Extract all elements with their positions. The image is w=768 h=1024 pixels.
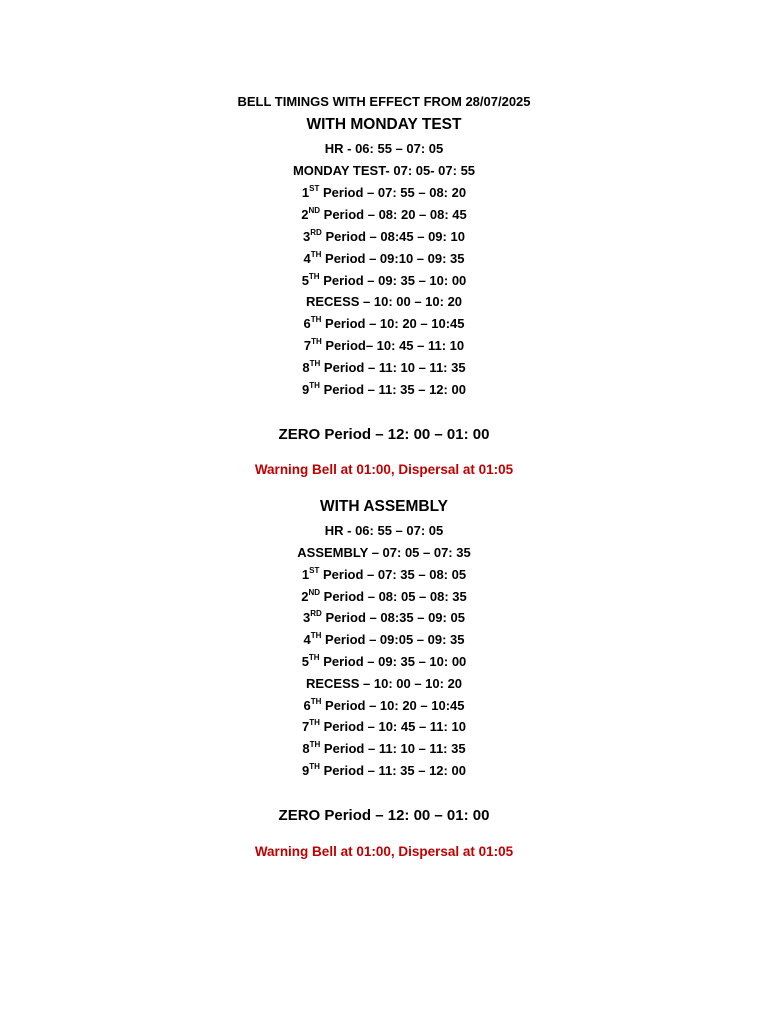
schedule-row: MONDAY TEST- 07: 05- 07: 55	[292, 163, 476, 178]
schedule-row: 4TH Period – 09:05 – 09: 35	[303, 631, 465, 647]
schedule-row: 8TH Period – 11: 10 – 11: 35	[302, 740, 466, 756]
schedule-row: 3RD Period – 08:35 – 09: 05	[303, 609, 465, 625]
zero-period: ZERO Period – 12: 00 – 01: 00	[278, 426, 490, 443]
warning-note: Warning Bell at 01:00, Dispersal at 01:05	[254, 844, 514, 859]
document-title: BELL TIMINGS WITH EFFECT FROM 28/07/2025	[237, 94, 531, 109]
schedule-row: 1ST Period – 07: 55 – 08: 20	[301, 184, 467, 200]
schedule-row: HR - 06: 55 – 07: 05	[324, 523, 444, 538]
schedule-row: 6TH Period – 10: 20 – 10:45	[303, 315, 465, 331]
schedule-row: 2ND Period – 08: 20 – 08: 45	[301, 206, 467, 222]
schedule-row: 9TH Period – 11: 35 – 12: 00	[302, 762, 466, 778]
schedule-row: 5TH Period – 09: 35 – 10: 00	[301, 653, 467, 669]
schedule-row: 9TH Period – 11: 35 – 12: 00	[302, 381, 466, 397]
warning-note: Warning Bell at 01:00, Dispersal at 01:05	[254, 462, 514, 477]
section-heading: WITH MONDAY TEST	[306, 116, 462, 133]
schedule-row: RECESS – 10: 00 – 10: 20	[305, 676, 463, 691]
schedule-row: 1ST Period – 07: 35 – 08: 05	[301, 566, 467, 582]
schedule-row: 7TH Period– 10: 45 – 11: 10	[303, 337, 465, 353]
schedule-row: 8TH Period – 11: 10 – 11: 35	[302, 359, 466, 375]
schedule-row: 6TH Period – 10: 20 – 10:45	[303, 697, 465, 713]
schedule-row: 2ND Period – 08: 05 – 08: 35	[301, 588, 467, 604]
schedule-row: 5TH Period – 09: 35 – 10: 00	[301, 272, 467, 288]
schedule-row: RECESS – 10: 00 – 10: 20	[305, 294, 463, 309]
schedule-row: ASSEMBLY – 07: 05 – 07: 35	[297, 545, 471, 560]
schedule-row: 4TH Period – 09:10 – 09: 35	[303, 250, 465, 266]
schedule-row: HR - 06: 55 – 07: 05	[324, 141, 444, 156]
schedule-row: 3RD Period – 08:45 – 09: 10	[303, 228, 465, 244]
section-heading: WITH ASSEMBLY	[319, 498, 449, 515]
zero-period: ZERO Period – 12: 00 – 01: 00	[278, 807, 490, 824]
schedule-row: 7TH Period – 10: 45 – 11: 10	[302, 718, 466, 734]
